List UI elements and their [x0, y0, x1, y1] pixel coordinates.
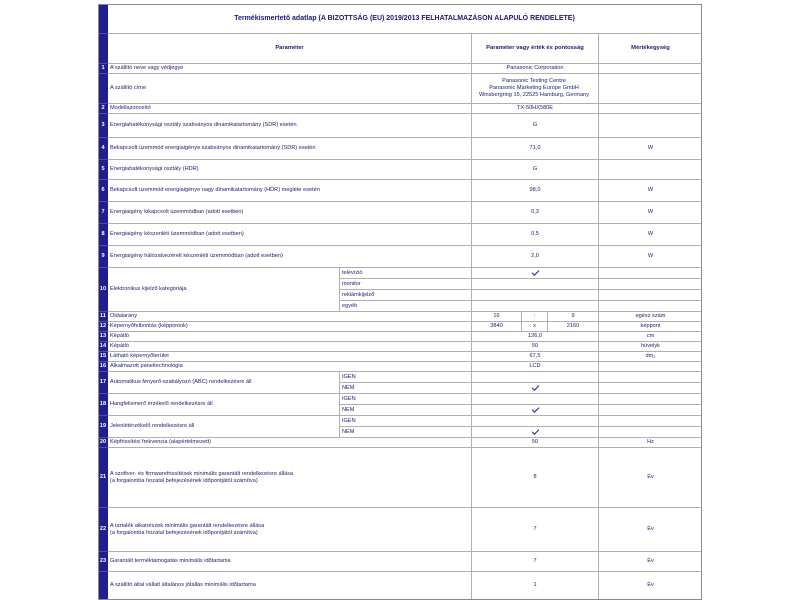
header-parameter: Paraméter [108, 34, 472, 64]
row-number-blank [98, 34, 108, 64]
unit-cell: W [599, 202, 702, 224]
unit-cell [599, 279, 702, 290]
parameter-label: Energiahatékonysági osztály (HDR) [108, 160, 472, 180]
unit-cell: egész szám [599, 312, 702, 322]
parameter-value: LCD [472, 362, 599, 372]
parameter-value: 7 [472, 552, 599, 572]
parameter-label: Bekapcsolt üzemmód energiaigénye nagy dinamikatartomány (HDR) megléte esetén [108, 180, 472, 202]
unit-cell: Év [599, 572, 702, 600]
text-line: Winsbergring 15, 22525 Hamburg, Germany [478, 92, 590, 98]
unit-cell: Hz [599, 438, 702, 448]
value-b: 9 [548, 312, 599, 322]
parameter-label: Modellazonosító [108, 104, 472, 114]
parameter-label: A szállító neve vagy védjegye [108, 64, 472, 74]
unit-cell [599, 362, 702, 372]
option-label: IGEN [340, 394, 472, 405]
option-label: NEM [340, 427, 472, 438]
unit-cell: Év [599, 448, 702, 508]
row-number: 19 [98, 416, 108, 438]
unit-cell: dm 2 [599, 352, 702, 362]
checkmark-icon [531, 383, 539, 391]
parameter-value: 71,0 [472, 138, 599, 160]
unit-cell: cm [599, 332, 702, 342]
row-number: 14 [98, 342, 108, 352]
unit-cell [599, 301, 702, 312]
option-label: IGEN [340, 372, 472, 383]
row-number: 17 [98, 372, 108, 394]
row-number: 9 [98, 246, 108, 268]
unit-cell [599, 64, 702, 74]
text-line: (a forgalomba hozatal befejezésének időpontjától számítva) [110, 477, 258, 484]
unit-cell: W [599, 138, 702, 160]
row-number: 16 [98, 362, 108, 372]
parameter-label: Hangfelismerő érzékelő rendelkezésre áll [108, 394, 340, 416]
row-number: 18 [98, 394, 108, 416]
parameter-value: 98,0 [472, 180, 599, 202]
row-number: 23 [98, 552, 108, 572]
parameter-label: Látható képernyőterület [108, 352, 472, 362]
unit-cell [599, 74, 702, 104]
row-number: 22 [98, 508, 108, 552]
unit-cell: képpont [599, 322, 702, 332]
parameter-label: Képátló [108, 332, 472, 342]
parameter-value: 126,0 [472, 332, 599, 342]
parameter-label: Képernyőfelbontás (képpontok) [108, 322, 472, 332]
option-label: monitor [340, 279, 472, 290]
unit-cell: W [599, 180, 702, 202]
row-number: 8 [98, 224, 108, 246]
row-number: 1 [98, 64, 108, 74]
unit-cell [599, 405, 702, 416]
value-a: 16 [472, 312, 522, 322]
value-a: 3840 [472, 322, 522, 332]
parameter-label [108, 448, 472, 508]
parameter-value: 2,0 [472, 246, 599, 268]
parameter-label: Alkalmazott paneltechnológia [108, 362, 472, 372]
unit-cell [599, 290, 702, 301]
row-number-blank [98, 4, 108, 34]
row-number [98, 572, 108, 600]
parameter-value: G [472, 114, 599, 138]
row-number [98, 74, 108, 104]
text-line: Panasonic Testing Centre [502, 78, 566, 84]
product-fiche-sheet [98, 4, 702, 600]
row-number: 21 [98, 448, 108, 508]
unit-cell [599, 372, 702, 383]
unit-cell [599, 268, 702, 279]
page-title: Termékismertető adatlap (A BIZOTTSÁG (EU) 2019/2013 FELHATALMAZÁSON ALAPULÓ RENDELETE) [108, 4, 702, 34]
row-number: 13 [98, 332, 108, 342]
parameter-value: 1 [472, 572, 599, 600]
header-value: Paraméter vagy érték és pontosság [472, 34, 599, 64]
parameter-label: Oldalarány [108, 312, 472, 322]
parameter-label: Energiaigény készenléti üzemmódban (adott esetben) [108, 224, 472, 246]
unit-cell: W [599, 224, 702, 246]
parameter-label: Energiaigény kikapcsolt üzemmódban (adott esetben) [108, 202, 472, 224]
row-number: 11 [98, 312, 108, 322]
parameter-label: Képfrissítési frekvencia (alapértelmezett) [108, 438, 472, 448]
option-value [472, 394, 599, 405]
unit-cell [599, 427, 702, 438]
row-number: 6 [98, 180, 108, 202]
option-value [472, 268, 599, 279]
parameter-label [108, 508, 472, 552]
checkmark-icon [531, 268, 539, 276]
option-value [472, 279, 599, 290]
parameter-label: Elektronikus kijelző kategóriája [108, 268, 340, 312]
parameter-value: G [472, 160, 599, 180]
checkmark-icon [531, 427, 539, 435]
option-label: reklámkijelző [340, 290, 472, 301]
unit-cell: hüvelyk [599, 342, 702, 352]
option-value [472, 290, 599, 301]
row-number: 12 [98, 322, 108, 332]
row-number: 10 [98, 268, 108, 312]
row-number: 5 [98, 160, 108, 180]
row-number: 4 [98, 138, 108, 160]
option-value [472, 405, 599, 416]
parameter-label: A szállító által vállalt általános jótállás minimális időtartama [108, 572, 472, 600]
parameter-value: 50 [472, 342, 599, 352]
checkmark-icon [531, 405, 539, 413]
row-number: 20 [98, 438, 108, 448]
unit-cell [599, 383, 702, 394]
parameter-label: Bekapcsolt üzemmód energiaigénye szabványos dinamikatartomány (SDR) esetén [108, 138, 472, 160]
unit-cell: W [599, 246, 702, 268]
text-line: (a forgalomba hozatal befejezésének időpontjától számítva) [110, 529, 258, 536]
option-value [472, 301, 599, 312]
parameter-label: Garantált terméktámogatás minimális időtartama [108, 552, 472, 572]
value-b: 2160 [548, 322, 599, 332]
parameter-label: Jelenlétérzékelő rendelkezésre áll [108, 416, 340, 438]
row-number: 15 [98, 352, 108, 362]
parameter-label: Energiahatékonysági osztály szabványos dinamikatartomány (SDR) esetén [108, 114, 472, 138]
parameter-value: 67,5 [472, 352, 599, 362]
parameter-value: 8 [472, 448, 599, 508]
option-label: egyéb [340, 301, 472, 312]
option-label: NEM [340, 405, 472, 416]
unit-cell: Év [599, 552, 702, 572]
option-label: NEM [340, 383, 472, 394]
parameter-label: A szállító címe [108, 74, 472, 104]
parameter-value: 7 [472, 508, 599, 552]
parameter-value: Panasonic Corporation [472, 64, 599, 74]
option-value [472, 383, 599, 394]
row-number: 3 [98, 114, 108, 138]
text-line: A tartalék alkatrészek minimális garantált rendelkezésre állása [110, 522, 265, 529]
supplier-address [472, 74, 599, 104]
text-line: A szoftver- és firmwarefrissítések minimális garantált rendelkezésre állása [110, 470, 294, 477]
row-number: 7 [98, 202, 108, 224]
parameter-label: Energiaigény hálózatvezérelt készenléti üzemmódban (adott esetben) [108, 246, 472, 268]
unit-cell: Év [599, 508, 702, 552]
option-value [472, 416, 599, 427]
parameter-label: Képátló [108, 342, 472, 352]
parameter-value: 0,5 [472, 224, 599, 246]
option-value [472, 427, 599, 438]
option-label: televízió [340, 268, 472, 279]
unit-cell [599, 104, 702, 114]
parameter-value: TX-50HX580E [472, 104, 599, 114]
header-unit: Mértékegység [599, 34, 702, 64]
value-separator: : [522, 312, 548, 322]
unit-cell [599, 394, 702, 405]
option-value [472, 372, 599, 383]
option-label: IGEN [340, 416, 472, 427]
text-line: Panasonic Marketing Europe GmbH [489, 85, 579, 91]
parameter-value: 50 [472, 438, 599, 448]
unit-cell [599, 416, 702, 427]
unit-cell [599, 114, 702, 138]
parameter-value: 0,3 [472, 202, 599, 224]
unit-cell [599, 160, 702, 180]
row-number: 2 [98, 104, 108, 114]
value-separator: x [522, 322, 548, 332]
parameter-label: Automatikus fényerő-szabályozó (ABC) rendelkezésre áll [108, 372, 340, 394]
